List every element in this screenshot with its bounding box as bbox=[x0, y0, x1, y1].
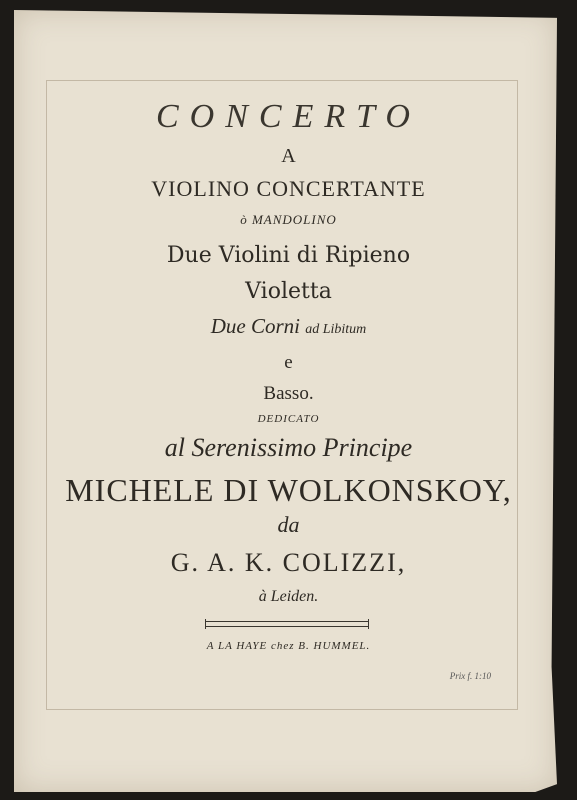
ripieno-line: Due Violini di Ripieno bbox=[166, 243, 411, 268]
location-line: à Leiden. bbox=[258, 588, 319, 605]
corni-label: Due Corni bbox=[210, 314, 300, 338]
dedicatee-name: MICHELE DI WOLKONSKOY, bbox=[65, 472, 512, 508]
publisher-line: A LA HAYE chez B. HUMMEL. bbox=[206, 640, 371, 652]
divider-cap-left bbox=[205, 619, 206, 629]
instrument-main: VIOLINO CONCERTANTE bbox=[151, 176, 426, 201]
da-label: da bbox=[277, 512, 300, 537]
violetta-line: Violetta bbox=[245, 279, 332, 304]
dedicato-label: DEDICATO bbox=[257, 413, 320, 425]
divider-rule-top bbox=[205, 621, 369, 622]
conjunction: e bbox=[284, 352, 293, 373]
corni-line bbox=[0, 314, 577, 339]
divider-rule-bottom bbox=[205, 626, 369, 627]
composer-name: G. A. K. COLIZZI, bbox=[170, 548, 407, 577]
price-note: Prix f. 1:10 bbox=[449, 671, 491, 681]
divider-cap-right bbox=[368, 619, 369, 629]
basso-line: Basso. bbox=[263, 383, 314, 404]
page-title: CONCERTO bbox=[156, 98, 421, 135]
instrument-alt: ò MANDOLINO bbox=[240, 212, 337, 227]
subtitle-a: A bbox=[281, 145, 296, 167]
dedication-line: al Serenissimo Principe bbox=[164, 433, 413, 462]
corni-note: ad Libitum bbox=[305, 322, 367, 337]
